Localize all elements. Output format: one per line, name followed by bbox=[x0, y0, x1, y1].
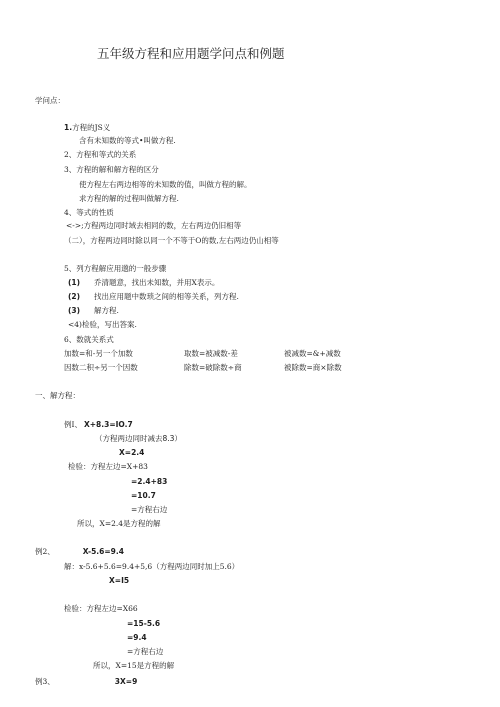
step-3 bbox=[68, 306, 119, 316]
knowledge-item-1-sub: 含有未知数的等式•叫做方程. bbox=[79, 136, 176, 145]
page-title: 五年级方程和应用题学问点和例题 bbox=[97, 46, 285, 61]
example-1-label: 例I、 bbox=[64, 420, 82, 429]
example-1-result: X=2.4 bbox=[119, 448, 145, 457]
example-3-label: 例3、 bbox=[35, 677, 55, 686]
example-1-equation: X+8.3=IO.7 bbox=[83, 420, 133, 429]
example-1-check-3: =10.7 bbox=[131, 491, 156, 500]
example-2-check-2: =15-5.6 bbox=[127, 619, 161, 628]
knowledge-item-4: 4、等式的性质 bbox=[64, 208, 114, 217]
example-2-result: X=I5 bbox=[109, 576, 130, 585]
example-1-check: 检验：方程左边=X+83 bbox=[68, 462, 148, 471]
knowledge-item-1-number: 1. bbox=[64, 123, 73, 132]
knowledge-item-6: 6、数就关系式 bbox=[64, 335, 114, 344]
relation-2-3: 被除数=商×除数 bbox=[284, 363, 342, 372]
knowledge-item-3: 3、方程的解和解方程的区分 bbox=[64, 165, 159, 174]
step-4: <4)检验，写出答案. bbox=[68, 320, 137, 329]
example-1 bbox=[64, 420, 133, 430]
step-2-number: (2) bbox=[68, 292, 81, 301]
example-2-label: 例2、 bbox=[35, 547, 55, 556]
step-2-text: 找出应用题中数琐之间的相等关系，列方程. bbox=[94, 292, 239, 301]
knowledge-item-1 bbox=[64, 123, 110, 133]
step-2 bbox=[68, 292, 239, 302]
relation-1-2: 取数=被减数-差 bbox=[184, 349, 238, 358]
relation-1-3: 被减数=&+减数 bbox=[284, 349, 341, 358]
example-1-note: （方程两边同时减去8.3） bbox=[95, 434, 182, 443]
knowledge-item-4-sub2: （二），方程两边同时除以同一个不等于O的数,左右两边仍山相等 bbox=[64, 236, 279, 245]
step-3-number: (3) bbox=[68, 306, 81, 315]
relation-1-1: 加数=和-另一个加数 bbox=[64, 349, 133, 358]
example-2-step: 解：x-5.6+5.6=9.4+5,6（方程两边同时加上5.6） bbox=[64, 562, 240, 571]
example-3 bbox=[35, 677, 137, 687]
knowledge-item-4-sub1: <->;方程两边同时域去相同的数，左右两边仍旧相等 bbox=[66, 221, 242, 230]
knowledge-item-3-sub2: 求方程的解的过程叫做解方程. bbox=[79, 194, 179, 203]
step-3-text: 解方程. bbox=[94, 306, 119, 315]
example-2-equation: X-5.6=9.4 bbox=[82, 547, 124, 556]
step-1-number: (1) bbox=[68, 278, 81, 287]
example-2-check-4: =方程右边 bbox=[127, 647, 164, 656]
example-1-check-4: =方程右边 bbox=[131, 505, 168, 514]
knowledge-item-2: 2、方程和等式的关系 bbox=[64, 150, 137, 159]
example-1-check-2: =2.4+83 bbox=[131, 477, 168, 486]
example-3-equation: 3X=9 bbox=[114, 677, 138, 686]
example-2-conclusion: 所以，X=15是方程的解 bbox=[93, 661, 175, 670]
knowledge-item-5: 5、列方程解应用邈的一般步骤 bbox=[64, 264, 167, 273]
relation-2-2: 除数=破除数÷商 bbox=[184, 363, 242, 372]
section-heading-solve: 一、解方程： bbox=[35, 391, 80, 400]
relation-2-1: 因数二积÷另一个因数 bbox=[64, 363, 138, 372]
section-heading-knowledge: 学问点： bbox=[35, 96, 65, 105]
step-1 bbox=[68, 278, 219, 288]
step-1-text: 乔清题意，找出未知数，并用X表示。 bbox=[94, 278, 220, 287]
example-1-conclusion: 所以，X=2.4是方程的解 bbox=[77, 519, 161, 528]
knowledge-item-1-text: 方程的JS义 bbox=[72, 123, 111, 132]
knowledge-item-3-sub1: 使方程左右两边相等的未知数的值，叫做方程的解。 bbox=[79, 180, 252, 189]
example-2-check: 检验：方程左边=X66 bbox=[64, 604, 138, 613]
example-2 bbox=[35, 547, 124, 557]
example-2-check-3: =9.4 bbox=[127, 633, 147, 642]
